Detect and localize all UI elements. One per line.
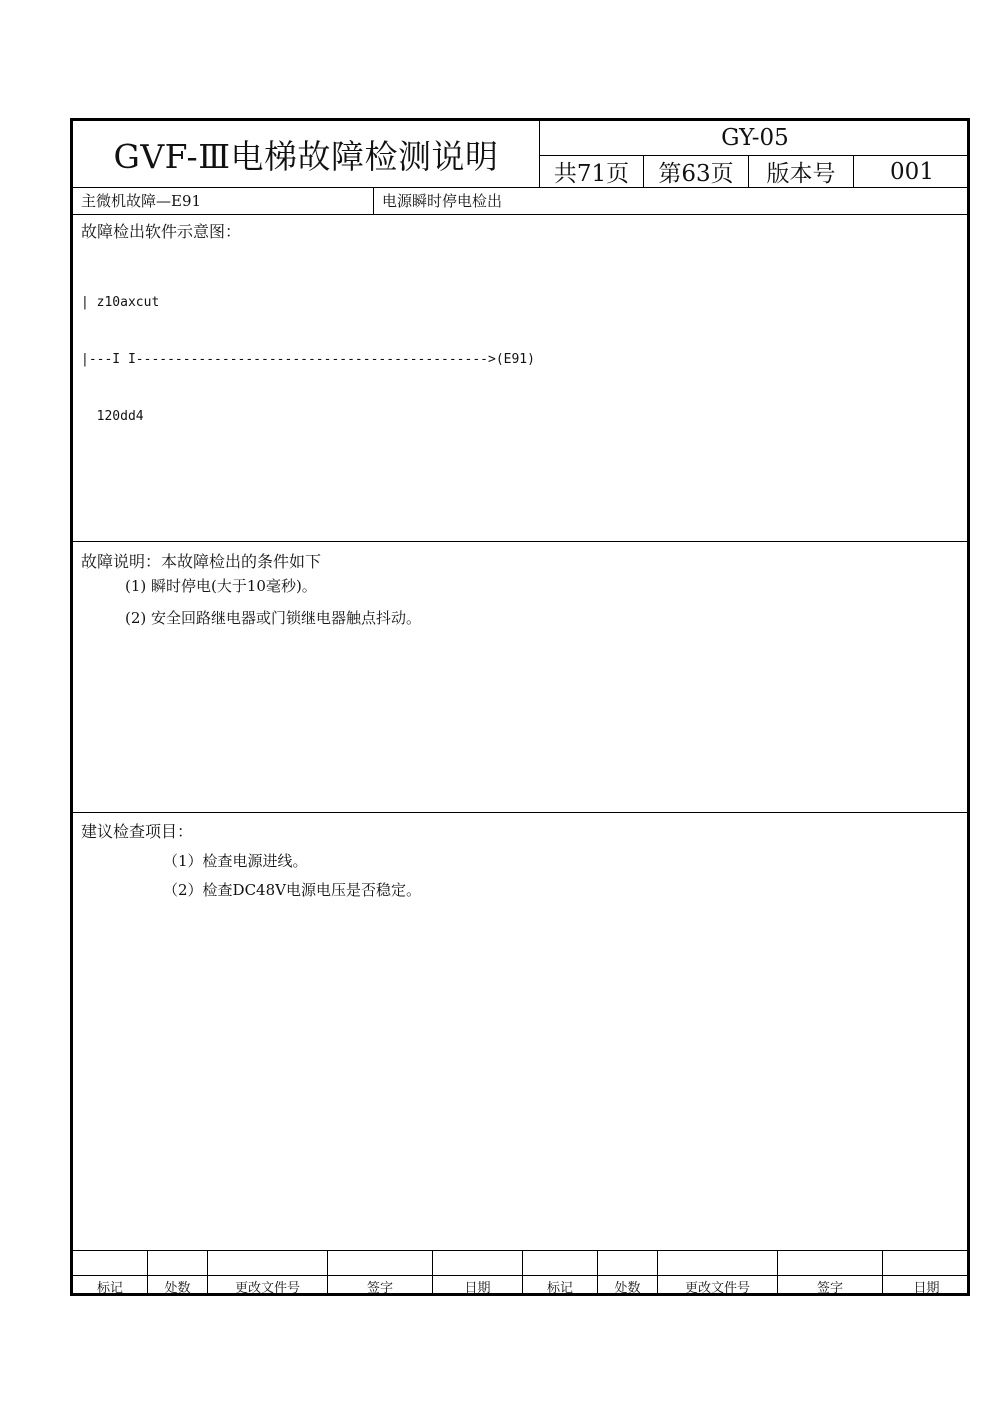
explanation-heading: 故障说明：本故障检出的条件如下: [81, 552, 322, 571]
footer-header-signature: 签字: [816, 1280, 843, 1296]
footer-header-count: 处数: [614, 1280, 641, 1296]
diagram-line: | z10axcut: [81, 295, 160, 310]
suggestion-heading: 建议检查项目：: [81, 822, 194, 841]
explanation-item: (1) 瞬时停电(大于10毫秒)。: [125, 577, 317, 595]
fault-description: 电源瞬时停电检出: [382, 192, 503, 210]
footer-header-change-doc: 更改文件号: [234, 1280, 300, 1296]
footer-header-mark: 标记: [546, 1280, 573, 1296]
document-title: GVF-Ⅲ电梯故障检测说明: [113, 136, 499, 176]
footer-header-date: 日期: [913, 1280, 940, 1296]
footer-header-signature: 签字: [366, 1280, 393, 1296]
software-section-heading: 故障检出软件示意图：: [81, 222, 242, 241]
footer-header-change-doc: 更改文件号: [684, 1280, 750, 1296]
footer-header-mark: 标记: [96, 1280, 123, 1296]
footer-header-date: 日期: [464, 1280, 491, 1296]
software-diagram: [81, 255, 535, 464]
footer-header-count: 处数: [164, 1280, 191, 1296]
fault-name: 主微机故障—E91: [81, 192, 202, 210]
document-code: GY-05: [721, 125, 789, 151]
document-frame: [70, 118, 970, 1296]
page-number: 第63页: [658, 161, 734, 187]
suggestion-item: （1）检查电源进线。: [163, 852, 308, 870]
version-value: 001: [890, 158, 934, 185]
diagram-line: 120dd4: [81, 409, 144, 424]
total-pages: 共71页: [553, 161, 630, 187]
explanation-item: (2) 安全回路继电器或门锁继电器触点抖动。: [125, 609, 422, 627]
suggestion-item: （2）检查DC48V电源电压是否稳定。: [163, 881, 421, 899]
version-label: 版本号: [766, 161, 836, 187]
diagram-line: |---I I--------------------------------------------->(E91): [81, 352, 535, 367]
